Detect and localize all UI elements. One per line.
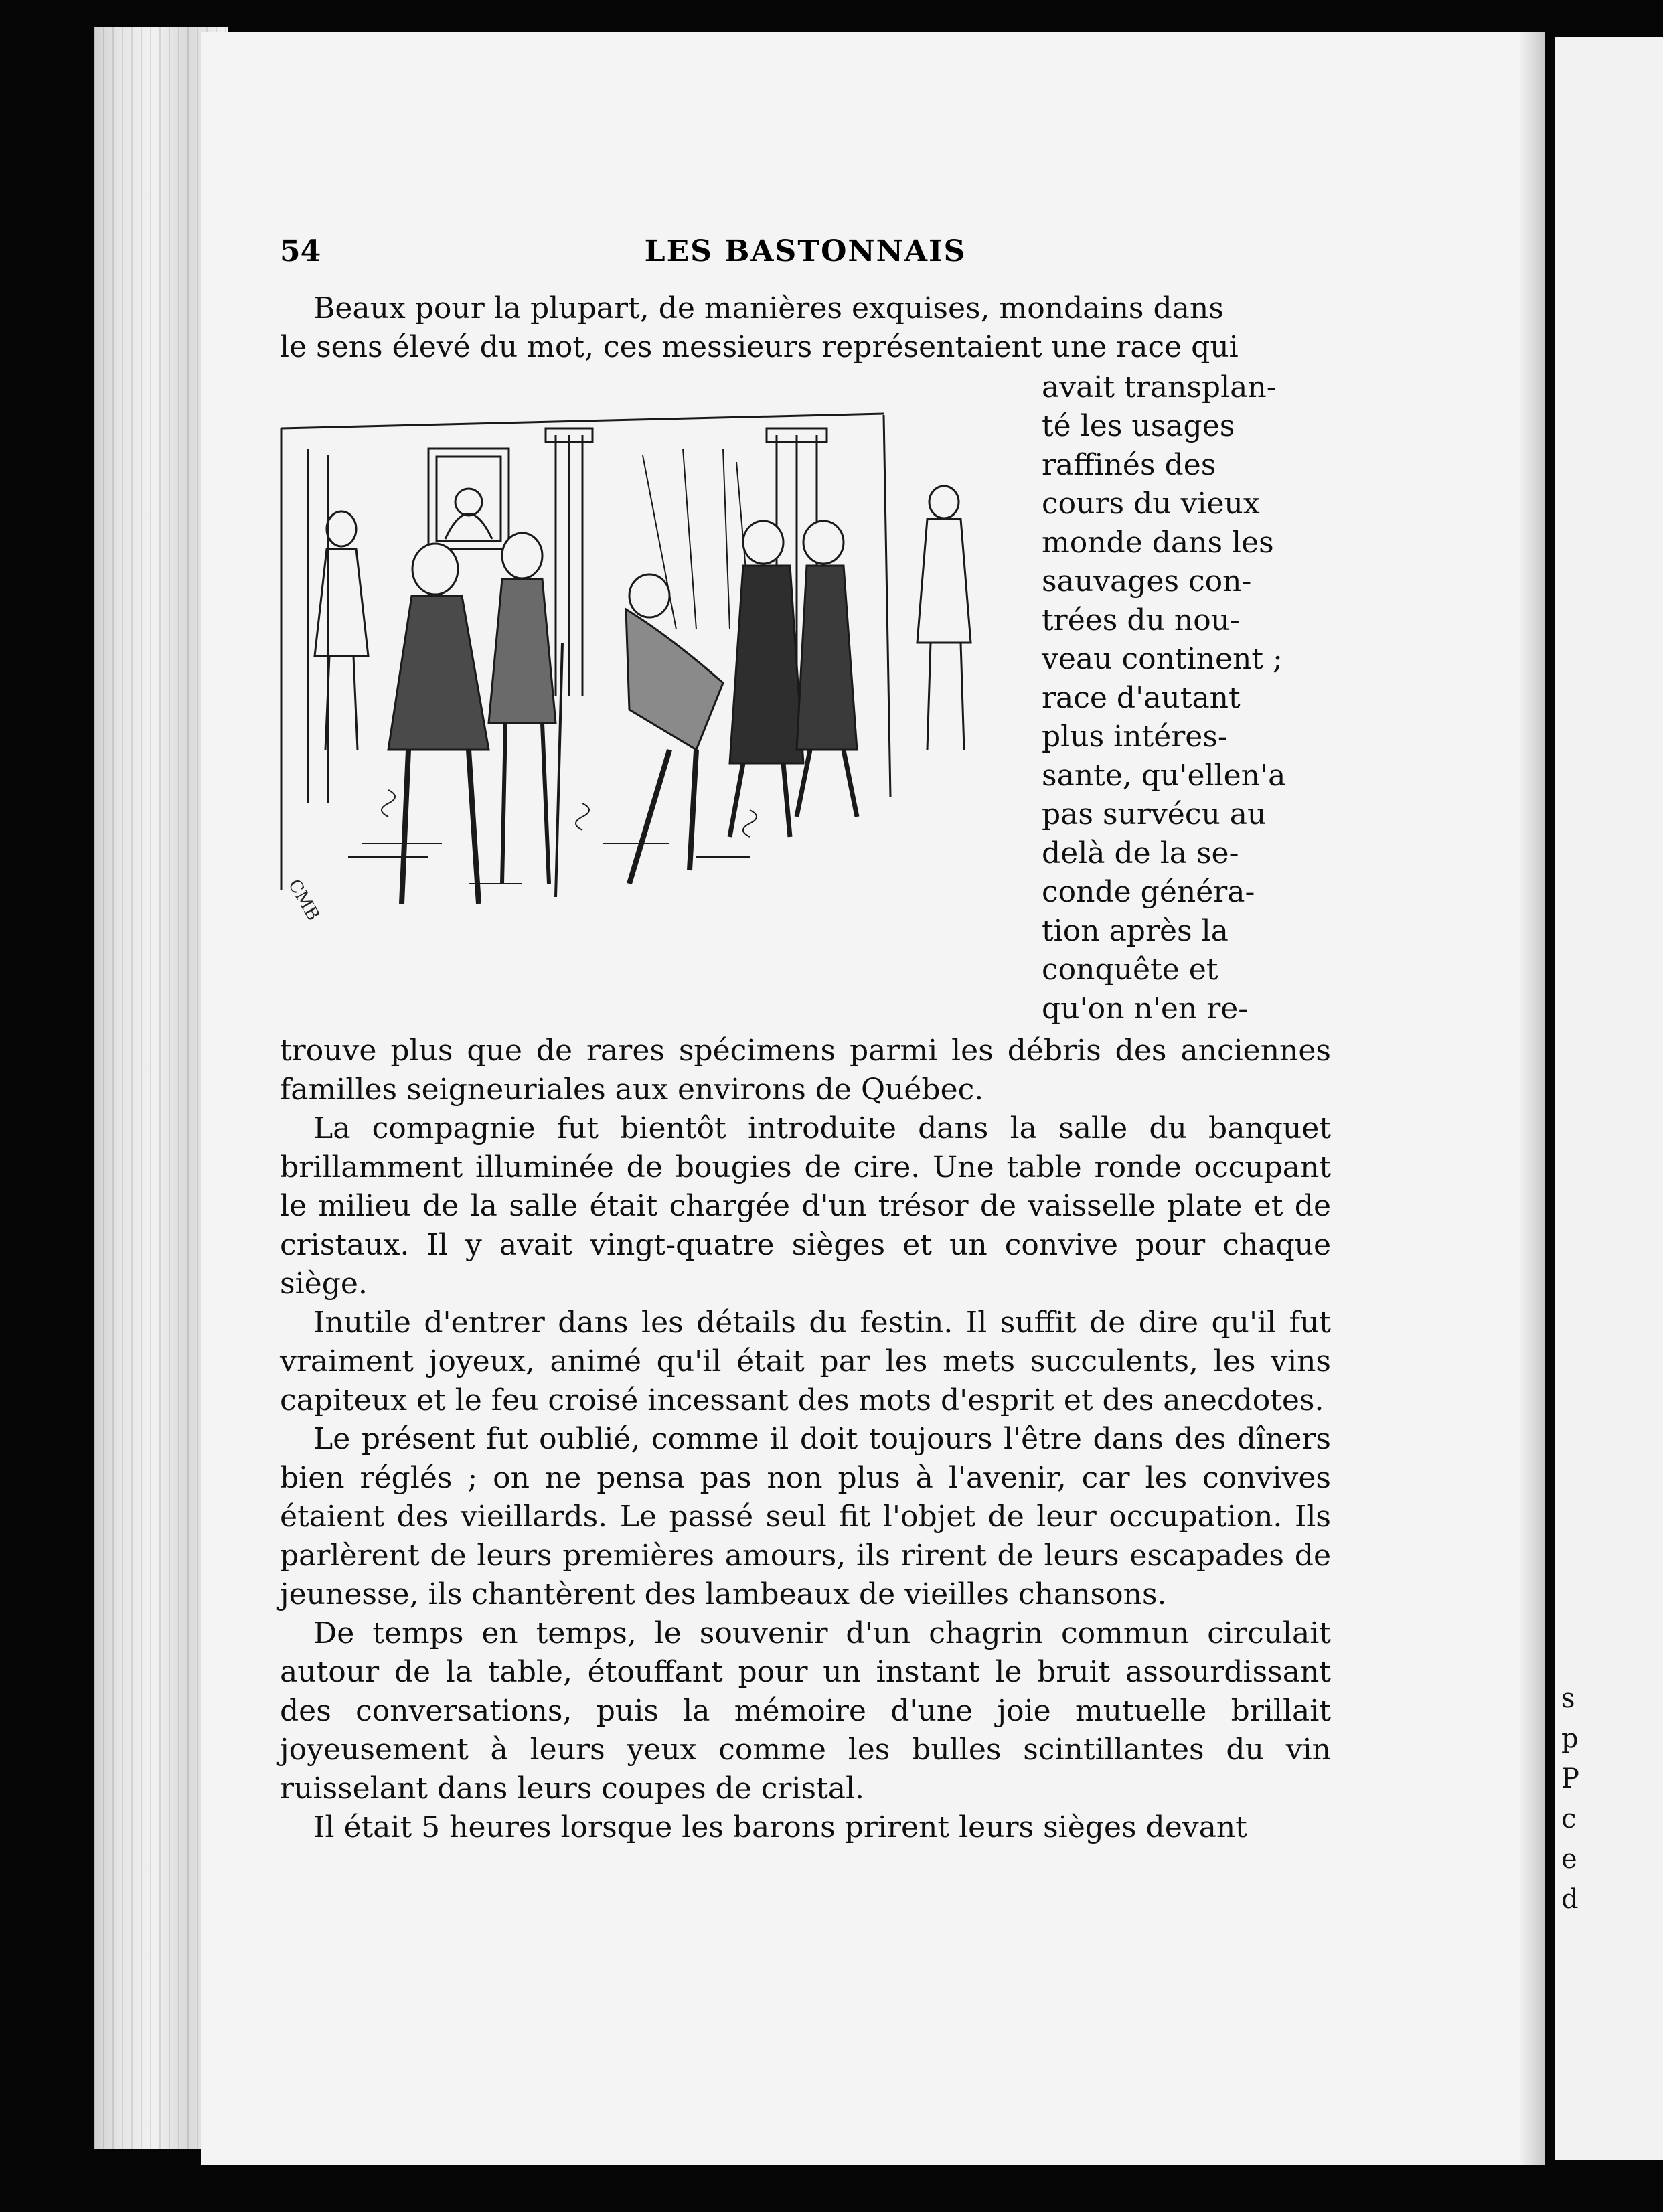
text-line: delà de la se- xyxy=(1042,836,1239,870)
next-page-fragment: c xyxy=(1561,1804,1577,1834)
page-header xyxy=(280,234,1331,274)
next-page-fragment: e xyxy=(1561,1844,1577,1875)
text-paragraph: La compagnie fut bientôt introduite dans la salle du banquet brillamment illuminée de bougies de cire. Une table ronde occupant le milieu de la salle était chargée d'un trésor de vaisselle plate et de cristaux. Il y avait vingt-quatre sièges et un convive pour chaque siège. xyxy=(280,1111,1331,1301)
text-line: race d'autant xyxy=(1042,681,1241,715)
text-paragraph: De temps en temps, le souvenir d'un chagrin commun circulait autour de la table, étouffant pour un instant le bruit assourdissant des conversations, puis la mémoire d'une joie mutuelle brillait joyeusement à leurs yeux comme les bulles scintillantes du vin ruisselant dans leurs coupes de cristal. xyxy=(280,1616,1331,1806)
body-text xyxy=(280,1109,1331,1847)
engraving-illustration xyxy=(268,375,1018,977)
text-line: sante, qu'ellen'a xyxy=(1042,759,1286,793)
text-paragraph: Inutile d'entrer dans les détails du festin. Il suffit de dire qu'il fut vraiment joyeux, animé qu'il était par les mets succulents, les vins capiteux et le feu croisé incessant des mots d'esprit et des anecdotes. xyxy=(280,1306,1331,1417)
illustration-drawing xyxy=(268,375,1018,977)
next-page-fragment: d xyxy=(1561,1884,1579,1915)
illustration-signature: CMB xyxy=(283,876,323,925)
continuation-paragraph xyxy=(280,1032,1331,1109)
text-line: cours du vieux xyxy=(1042,487,1260,521)
text-paragraph: Il était 5 heures lorsque les barons prirent leurs sièges devant xyxy=(313,1810,1247,1844)
opening-lines xyxy=(280,289,1331,367)
text-line: pas survécu au xyxy=(1042,797,1267,832)
text-line: tion après la xyxy=(1042,914,1229,948)
text-paragraph: Le présent fut oublié, comme il doit toujours l'être dans des dîners bien réglés ; on ne pensa pas non plus à l'avenir, car les convives étaient des vieillards. Le passé seul fit l'objet de leur occupation. Ils parlèrent de leurs premières amours, ils rirent de leurs escapades de jeunesse, ils chantèrent des lambeaux de vieilles chansons. xyxy=(280,1422,1331,1611)
side-column-text xyxy=(1042,368,1331,1028)
running-title: LES BASTONNAIS xyxy=(644,234,967,268)
text-line: conquête et xyxy=(1042,953,1218,987)
text-line: conde généra- xyxy=(1042,875,1255,909)
text-line: veau continent ; xyxy=(1042,642,1283,676)
next-page-fragment: P xyxy=(1561,1763,1579,1794)
text-line: Beaux pour la plupart, de manières exquises, mondains dans xyxy=(313,291,1224,325)
gutter-shadow xyxy=(1518,32,1545,2165)
text-line: monde dans les xyxy=(1042,526,1274,560)
text-line: té les usages xyxy=(1042,409,1235,443)
next-page-fragment: p xyxy=(1561,1723,1579,1754)
next-page-edge xyxy=(1555,37,1663,2160)
text-line: trées du nou- xyxy=(1042,603,1240,637)
text-paragraph: trouve plus que de rares spécimens parmi les débris des anciennes familles seigneuriales aux environs de Québec. xyxy=(280,1034,1331,1107)
next-page-fragment: s xyxy=(1561,1683,1575,1714)
text-line: plus intéres- xyxy=(1042,720,1228,754)
text-line: avait transplan- xyxy=(1042,370,1277,404)
text-line: le sens élevé du mot, ces messieurs représentaient une race qui xyxy=(280,330,1239,364)
text-line: raffinés des xyxy=(1042,448,1216,482)
text-line: sauvages con- xyxy=(1042,564,1252,599)
page-number: 54 xyxy=(280,234,321,268)
text-line: qu'on n'en re- xyxy=(1042,992,1249,1026)
